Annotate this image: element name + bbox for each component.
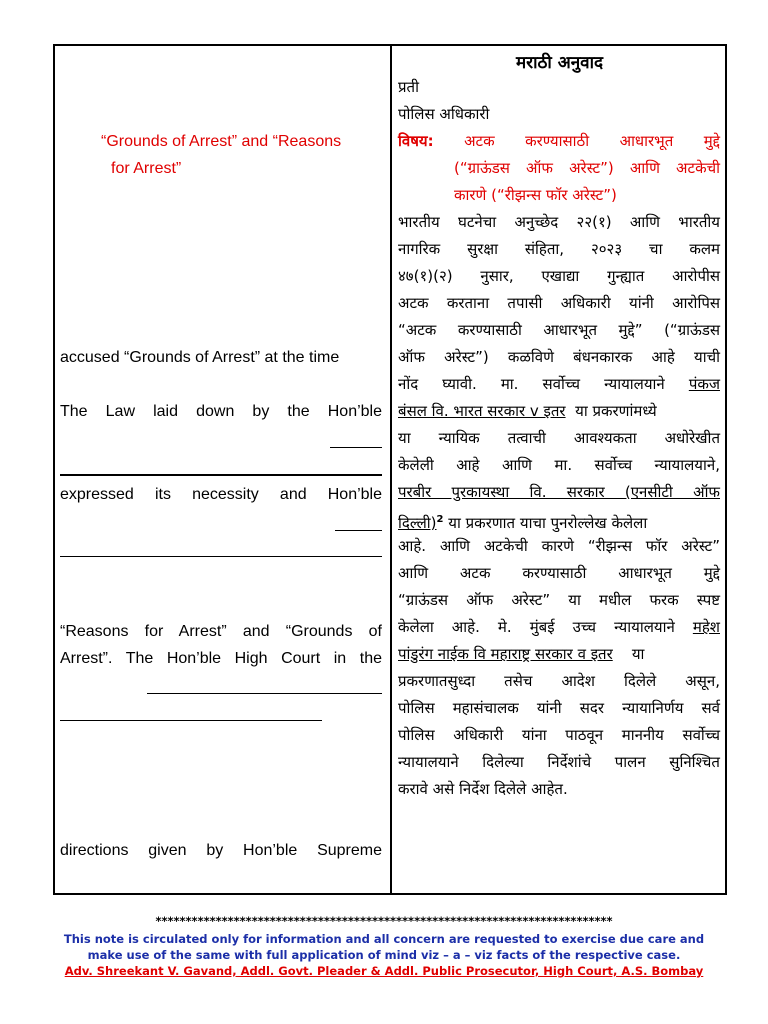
body-line: पोलिस महासंचालक यांनी सदर न्यायानिर्णय सर्व xyxy=(398,699,720,717)
case-name-3b: पांडुरंग नाईक वि महाराष्ट्र सरकार व इतर xyxy=(398,645,613,663)
blank-line xyxy=(60,474,382,476)
body-line: या न्यायिक तत्वाची आवश्यकता अधोरेखीत xyxy=(398,429,720,447)
english-para-4-line1: “Reasons for Arrest” and “Grounds of xyxy=(60,623,382,640)
body-text: या प्रकरणात याचा पुनरोल्लेख केलेला xyxy=(448,514,648,532)
body-line: करावे असे निर्देश दिलेले आहेत. xyxy=(398,780,568,798)
body-line-case1 xyxy=(398,398,720,425)
case-name-1a: पंकज xyxy=(688,375,720,393)
body-line: भारतीय घटनेचा अनुच्छेद २२(१) आणि भारतीय xyxy=(398,213,720,231)
body-line: ४७(१)(२) नुसार, एखाद्या गुन्ह्यात आरोपीस xyxy=(398,267,720,285)
english-column xyxy=(53,44,390,895)
body-line: आहे. आणि अटकेची कारणे “रीझन्स फॉर अरेस्ट” xyxy=(398,537,720,555)
english-para-5-line1: directions given by Hon’ble Supreme xyxy=(60,842,382,859)
subject-text: अटक करण्यासाठी आधारभूत मुद्दे xyxy=(464,132,720,150)
body-line: “ग्राऊंडस ऑफ अरेस्ट” या मधील फरक स्पष्ट xyxy=(398,591,720,609)
body-line-hc xyxy=(398,614,720,641)
blank-line xyxy=(60,720,322,721)
body-text: केलेला आहे. मे. मुंबई उच्च न्यायालयाने xyxy=(398,618,675,636)
blank-line xyxy=(147,693,382,694)
author-credit: Adv. Shreekant V. Gavand, Addl. Govt. Pleader & Addl. Public Prosecutor, High Court, A.S. Bombay xyxy=(64,964,704,978)
footer-author xyxy=(0,963,768,979)
english-para-1: accused “Grounds of Arrest” at the time xyxy=(60,349,340,366)
addressee-line: पोलिस अधिकारी xyxy=(398,105,490,123)
blank-line xyxy=(335,530,382,531)
english-para-2-line1: The Law laid down by the Hon’ble xyxy=(60,403,382,420)
footer-note-line2: make use of the same with full application of mind viz – a – viz facts of the respective case. xyxy=(87,948,681,962)
case-name-2: परबीर पुरकायस्था वि. सरकार (एनसीटी ऑफ xyxy=(398,483,720,501)
english-title-line2: for Arrest” xyxy=(111,160,182,177)
subject-line-1 xyxy=(398,128,720,155)
body-line-case1-start xyxy=(398,371,720,398)
body-line-case3 xyxy=(398,641,720,668)
subject-label: विषय: xyxy=(398,132,434,150)
footnote-marker: 2 xyxy=(436,514,444,525)
footer-separator: **************************************************************************** xyxy=(155,914,613,928)
marathi-column xyxy=(392,44,727,895)
body-line: ऑफ अरेस्ट”) कळविणे बंधनकारक आहे याची xyxy=(398,348,720,366)
body-line: केलेली आहे आणि मा. सर्वोच्च न्यायालयाने, xyxy=(398,456,720,474)
blank-line xyxy=(60,556,382,557)
body-line: प्रकरणातसुध्दा तसेच आदेश दिलेले असून, xyxy=(398,672,720,690)
body-line: अटक करताना तपासी अधिकारी यांनी आरोपिस xyxy=(398,294,720,312)
case-name-1b: बंसल वि. भारत सरकार v इतर xyxy=(398,402,566,420)
marathi-heading: मराठी अनुवाद xyxy=(515,53,604,73)
subject-line-2: (“ग्राऊंडस ऑफ अरेस्ट”) आणि अटकेची xyxy=(454,159,720,177)
case-name-2b: दिल्ली) xyxy=(398,514,437,532)
body-text: नोंद घ्यावी. मा. सर्वोच्च न्यायालयाने xyxy=(398,375,665,393)
body-text: या xyxy=(631,645,645,663)
english-title-line1: “Grounds of Arrest” and “Reasons xyxy=(101,133,342,150)
body-line: आणि अटक करण्यासाठी आधारभूत मुद्दे xyxy=(398,564,720,582)
body-line: न्यायालयाने दिलेल्या निर्देशांचे पालन सुनिश्चित xyxy=(398,753,720,771)
body-line: नागरिक सुरक्षा संहिता, २०२३ चा कलम xyxy=(398,240,720,258)
to-line: प्रती xyxy=(398,78,419,96)
blank-line xyxy=(330,447,382,448)
english-para-4-line2: Arrest”. The Hon’ble High Court in the xyxy=(60,650,382,667)
body-line: “अटक करण्यासाठी आधारभूत मुद्दे” (“ग्राऊंडस xyxy=(398,321,720,339)
body-line: पोलिस अधिकारी यांना पाठवून माननीय सर्वोच्च xyxy=(398,726,720,744)
case-name-3a: महेश xyxy=(692,618,720,636)
subject-line-3: कारणे (“रीझन्स फॉर अरेस्ट”) xyxy=(454,186,617,204)
footer-note-line1: This note is circulated only for information and all concern are requested to exercise due care and xyxy=(63,932,705,946)
body-text: या प्रकरणांमध्ये xyxy=(575,402,657,420)
english-para-3-line1: expressed its necessity and Hon’ble xyxy=(60,486,382,503)
